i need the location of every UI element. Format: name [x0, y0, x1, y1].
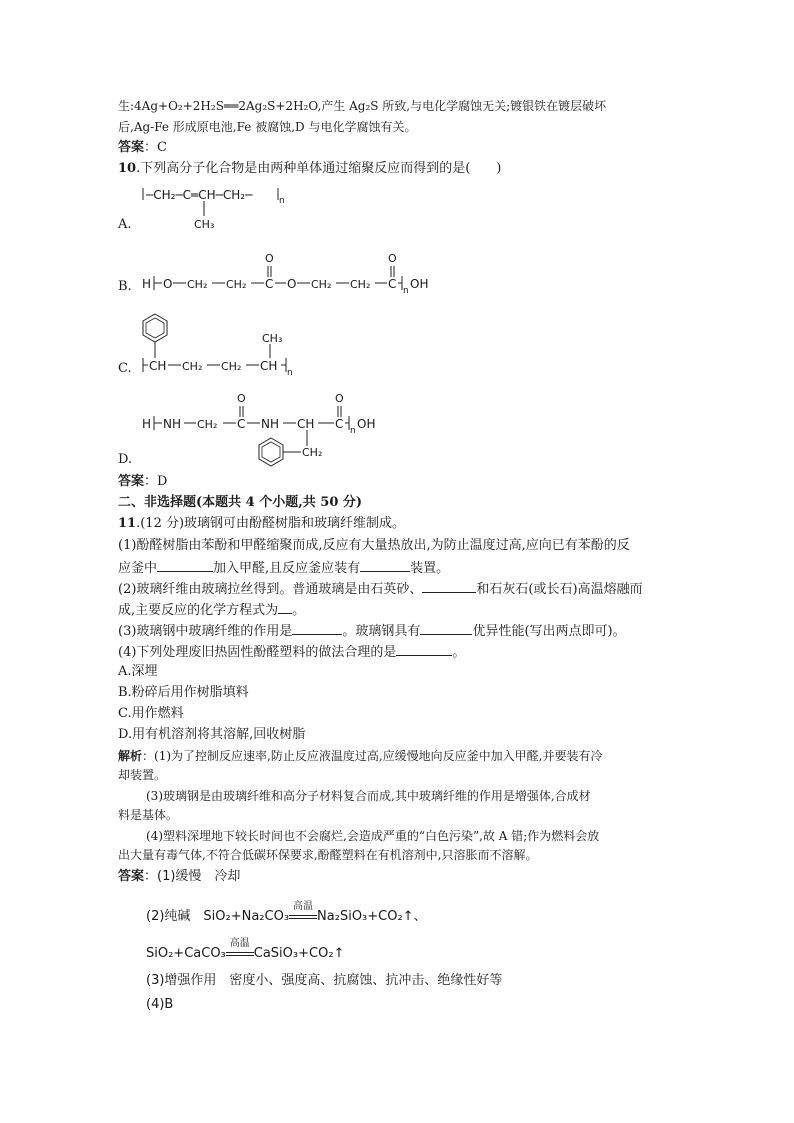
q11-part1-line1: (1)酚醛树脂由苯酚和甲醛缩聚而成,反应有大量热放出,为防止温度过高,应向已有苯酚的反	[118, 538, 630, 553]
answer-blank[interactable]	[396, 642, 452, 656]
option-b-otop2: O	[388, 252, 397, 265]
option-c-n: n	[287, 368, 293, 378]
answer-blank[interactable]	[360, 558, 410, 572]
analysis-line-6: 出大量有毒气体,不符合低碳环保要求,酚醛塑料在有机溶剂中,只溶胀而不溶解。	[118, 848, 538, 862]
answer-label: 答案	[118, 869, 145, 884]
text-segment: SiO₂+CaCO₃	[146, 946, 226, 961]
reaction-condition: 高温	[293, 901, 314, 912]
text-segment: 加入甲醛,且反应釜应装有	[213, 561, 361, 576]
q11-part2-line1	[118, 579, 643, 599]
option-a-n: n	[279, 196, 285, 206]
q11-choice-b: B.粉碎后用作树脂填料	[118, 685, 249, 700]
option-c-ch3: CH	[260, 359, 278, 373]
text-segment: CaSiO₃+CO₂↑	[253, 946, 345, 961]
answer-blank[interactable]	[157, 558, 213, 572]
option-d-letter: D.	[118, 452, 133, 467]
option-b-ch2d: CH₂	[350, 278, 371, 291]
q11-part3	[118, 621, 626, 641]
option-d-ch2: CH₂	[197, 418, 218, 431]
option-d-ch: CH	[297, 417, 315, 431]
answer-value: ：C	[144, 140, 167, 155]
reaction-arrow	[226, 938, 254, 961]
text-segment: 优异性能(写出两点即可)。	[472, 624, 626, 639]
text-segment: (2)纯碱 SiO₂+Na₂CO₃	[146, 909, 290, 924]
prev-analysis-line-1: 生:4Ag+O₂+2H₂S══2Ag₂S+2H₂O,产生 Ag₂S 所致,与电化学腐蚀无关;镀银铁在镀层破坏	[118, 99, 607, 113]
answer-blank[interactable]	[422, 579, 476, 593]
option-a-letter: A.	[118, 217, 132, 232]
option-b-n: n	[403, 286, 409, 296]
text-segment: 应釜中	[118, 561, 158, 576]
analysis-line-5: (4)塑料深埋地下较长时间也不会腐烂,会造成严重的“白色污染”,故 A 错;作为燃料会放	[146, 829, 600, 843]
q11-choice-a: A.深埋	[118, 664, 158, 679]
reaction-arrow	[289, 901, 317, 924]
answer-blank[interactable]	[292, 621, 342, 635]
option-c-methyl: CH₃	[262, 332, 283, 345]
option-d-c2: C	[335, 417, 344, 431]
question-text: .(12 分)玻璃钢可由酚醛树脂和玻璃纤维制成。	[136, 516, 406, 531]
question-number: 11	[118, 516, 137, 531]
option-b-c2: C	[388, 277, 397, 291]
question-text: .下列高分子化合物是由两种单体通过缩聚反应而得到的是( )	[136, 161, 502, 176]
text-segment: 。	[452, 645, 466, 660]
text-segment: ：(1)为了控制反应速率,防止反应液温度过高,应缓慢地向反应釜中加入甲醛,并要装有冷	[142, 749, 603, 763]
q11-answer-2-line2	[146, 938, 345, 961]
option-d-otop1: O	[237, 392, 246, 405]
q10-stem	[118, 160, 501, 178]
option-c-structure	[138, 312, 338, 378]
text-segment: 。	[292, 603, 306, 618]
answer-label: 答案	[118, 140, 145, 155]
text-segment: (2)玻璃纤维由玻璃拉丝得到。普通玻璃是由石英砂、	[118, 582, 423, 597]
q11-answer-3: (3)增强作用 密度小、强度高、抗腐蚀、抗冲击、绝缘性好等	[146, 973, 503, 988]
question-number: 10	[118, 161, 137, 176]
text-segment: 成,主要反应的化学方程式为	[118, 603, 279, 618]
q11-stem	[118, 515, 405, 533]
option-d-nh2: NH	[261, 417, 279, 431]
option-a-structure	[140, 180, 320, 232]
option-a-methyl: CH₃	[194, 218, 215, 231]
option-c-ch2b: CH₂	[221, 360, 242, 373]
option-d-c1: C	[237, 417, 246, 431]
q11-choice-d: D.用有机溶剂将其溶解,回收树脂	[118, 727, 306, 742]
text-segment: ：(1)缓慢 冷却	[144, 869, 241, 884]
q11-choice-c: C.用作燃料	[118, 706, 184, 721]
option-d-bch2: CH₂	[302, 446, 323, 459]
answer-value: ：D	[144, 474, 168, 489]
option-b-letter: B.	[118, 279, 132, 294]
q11-part1-line2	[118, 558, 449, 578]
q11-part4	[118, 642, 465, 662]
q10-answer	[118, 473, 167, 491]
q11-answer-4: (4)B	[146, 997, 174, 1012]
analysis-line-1	[118, 747, 602, 765]
text-segment: (4)下列处理废旧热固性酚醛塑料的做法合理的是	[118, 645, 397, 660]
option-c-ch1: CH	[149, 359, 167, 373]
q9-answer	[118, 139, 167, 157]
answer-blank[interactable]	[420, 621, 472, 635]
section-title: 二、非选择题(本题共 4 个小题,共 50 分)	[118, 495, 363, 510]
analysis-line-2: 却装置。	[118, 768, 167, 782]
option-b-ch2b: CH₂	[226, 278, 247, 291]
option-b-h: H	[142, 277, 152, 291]
option-b-structure	[140, 250, 440, 296]
option-d-oh: OH	[357, 417, 376, 431]
option-a-chain: ─CH₂─C═CH─CH₂─	[146, 188, 253, 202]
option-c-letter: C.	[118, 361, 132, 376]
q11-answer-1	[118, 868, 240, 886]
reaction-condition: 高温	[229, 938, 250, 949]
q11-part2-line2	[118, 600, 305, 620]
prev-analysis-line-2: 后,Ag-Fe 形成原电池,Fe 被腐蚀,D 与电化学腐蚀有关。	[118, 120, 417, 134]
option-b-o1: O	[163, 277, 173, 291]
q11-answer-2-line1	[146, 901, 427, 924]
option-c-ch2a: CH₂	[182, 360, 203, 373]
answer-blank[interactable]	[278, 600, 292, 614]
option-b-c1: C	[265, 277, 274, 291]
text-segment: 和石灰石(或长石)高温熔融而	[476, 582, 643, 597]
option-b-otop1: O	[265, 252, 274, 265]
option-b-oh: OH	[410, 277, 429, 291]
text-segment: 。玻璃钢具有	[342, 624, 421, 639]
text-segment: (3)玻璃钢中玻璃纤维的作用是	[118, 624, 293, 639]
text-segment: 装置。	[410, 561, 450, 576]
text-segment: Na₂SiO₃+CO₂↑、	[317, 909, 427, 924]
option-d-structure	[140, 390, 440, 470]
analysis-label: 解析	[118, 749, 143, 763]
analysis-line-3: (3)玻璃钢是由玻璃纤维和高分子材料复合而成,其中玻璃纤维的作用是增强体,合成材	[146, 789, 591, 803]
answer-label: 答案	[118, 474, 145, 489]
option-d-h: H	[142, 417, 152, 431]
analysis-line-4: 料是基体。	[118, 808, 179, 822]
option-d-nh1: NH	[163, 417, 181, 431]
option-b-ch2c: CH₂	[311, 278, 332, 291]
option-d-n: n	[350, 426, 356, 436]
option-d-otop2: O	[335, 392, 344, 405]
option-b-o2: O	[287, 277, 297, 291]
option-b-ch2a: CH₂	[187, 278, 208, 291]
